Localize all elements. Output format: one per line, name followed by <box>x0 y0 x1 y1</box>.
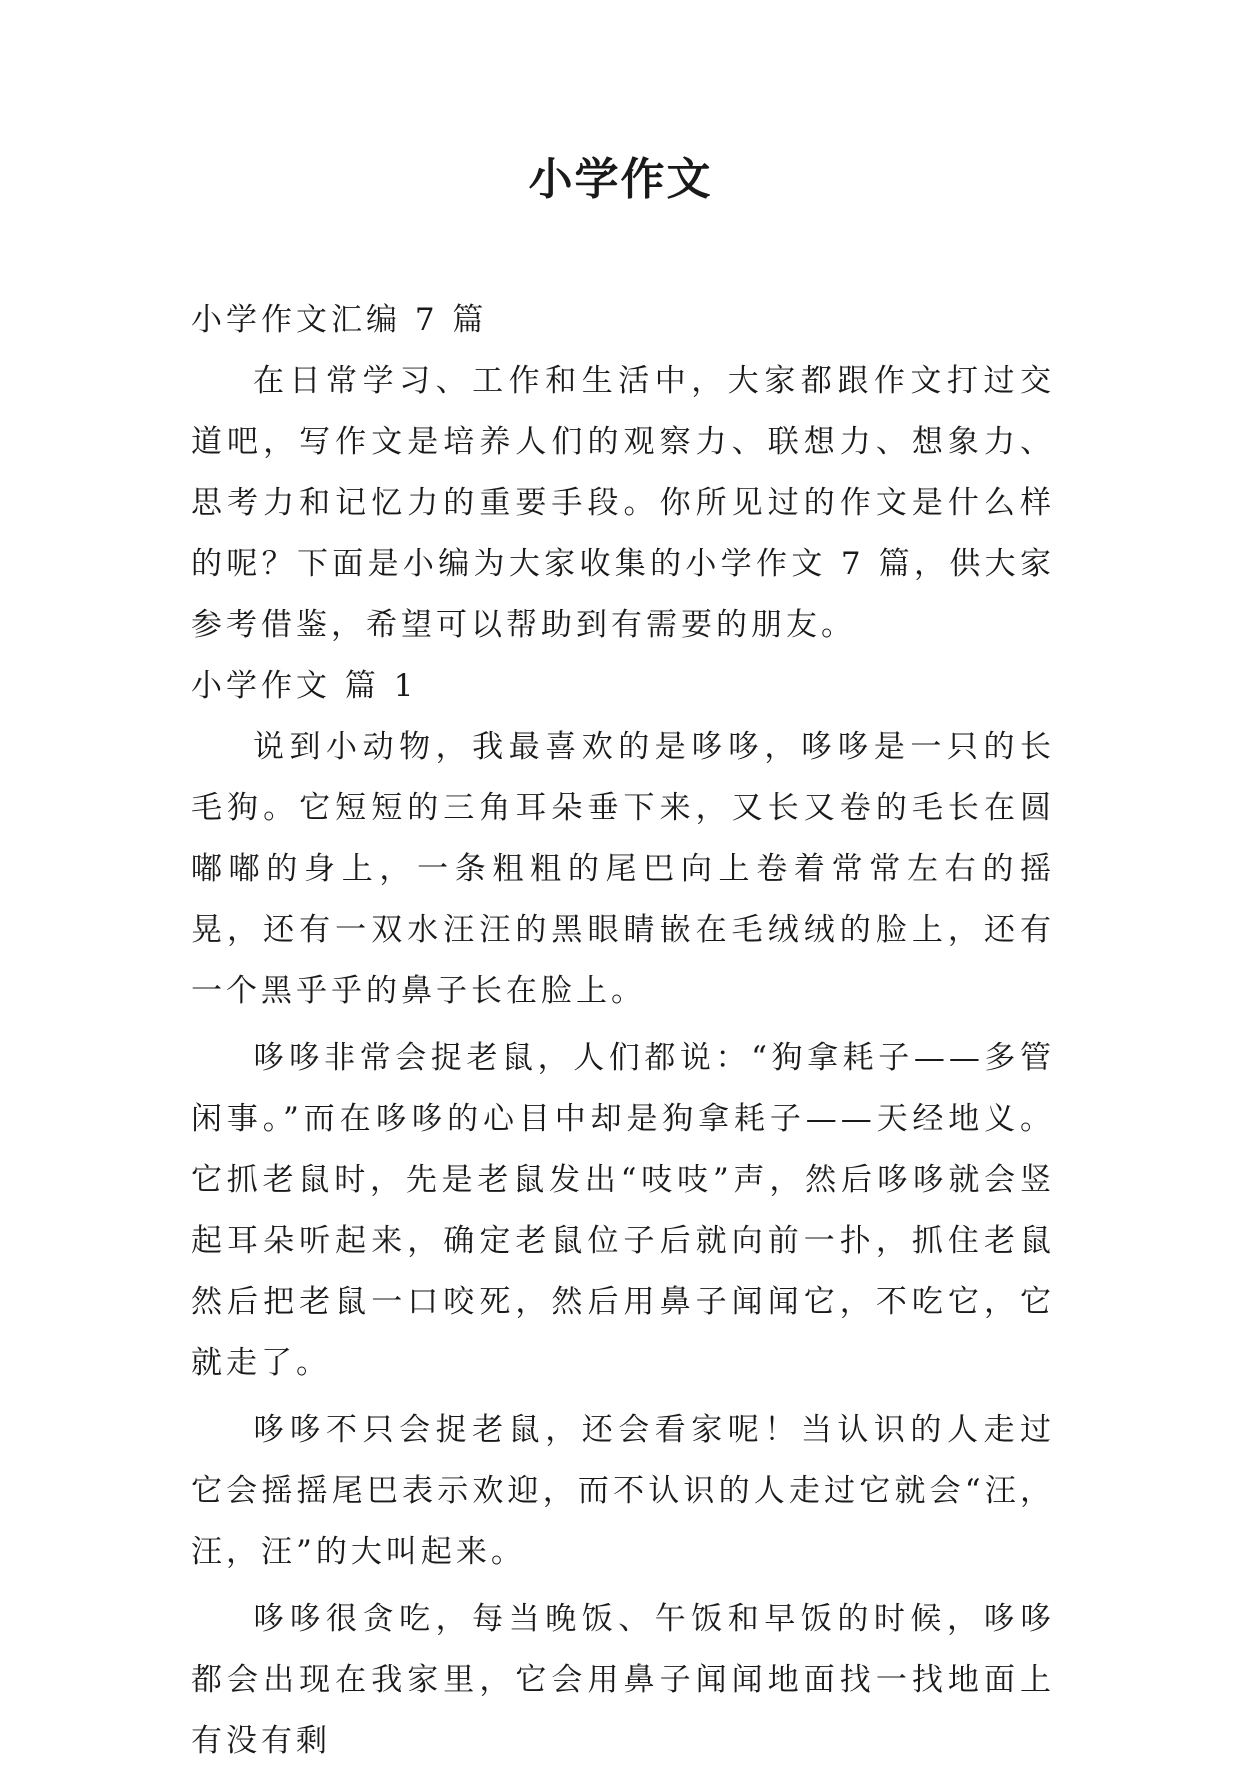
body-paragraph: 哆哆非常会捉老鼠，人们都说：“狗拿耗子——多管闲事。”而在哆哆的心目中却是狗拿耗子——天经地义。它抓老鼠时，先是老鼠发出“吱吱”声，然后哆哆就会竖起耳朵听起来，确定老鼠位子后就向前一扑，抓住老鼠然后把老鼠一口咬死，然后用鼻子闻闻它，不吃它，它就走了。 <box>191 1040 1055 1381</box>
document-body <box>191 290 1055 1772</box>
section-heading: 小学作文 篇 1 <box>191 668 418 704</box>
body-paragraph: 哆哆不只会捉老鼠，还会看家呢！当认识的人走过它会摇摇尾巴表示欢迎，而不认识的人走过它就会“汪，汪，汪”的大叫起来。 <box>191 1412 1055 1570</box>
intro-paragraph: 在日常学习、工作和生活中，大家都跟作文打过交道吧，写作文是培养人们的观察力、联想力、想象力、思考力和记忆力的重要手段。你所见过的作文是什么样的呢？下面是小编为大家收集的小学作文 7 篇，供大家参考借鉴，希望可以帮助到有需要的朋友。 <box>191 363 1055 643</box>
collection-subtitle: 小学作文汇编 7 篇 <box>191 302 488 338</box>
body-paragraph: 说到小动物，我最喜欢的是哆哆，哆哆是一只的长毛狗。它短短的三角耳朵垂下来，又长又卷的毛长在圆嘟嘟的身上，一条粗粗的尾巴向上卷着常常左右的摇晃，还有一双水汪汪的黑眼睛嵌在毛绒绒的脸上，还有一个黑乎乎的鼻子长在脸上。 <box>191 729 1055 1009</box>
page-title: 小学作文 <box>528 154 713 205</box>
body-paragraph: 哆哆很贪吃，每当晚饭、午饭和早饭的时候，哆哆都会出现在我家里，它会用鼻子闻闻地面找一找地面上有没有剩 <box>191 1601 1055 1759</box>
